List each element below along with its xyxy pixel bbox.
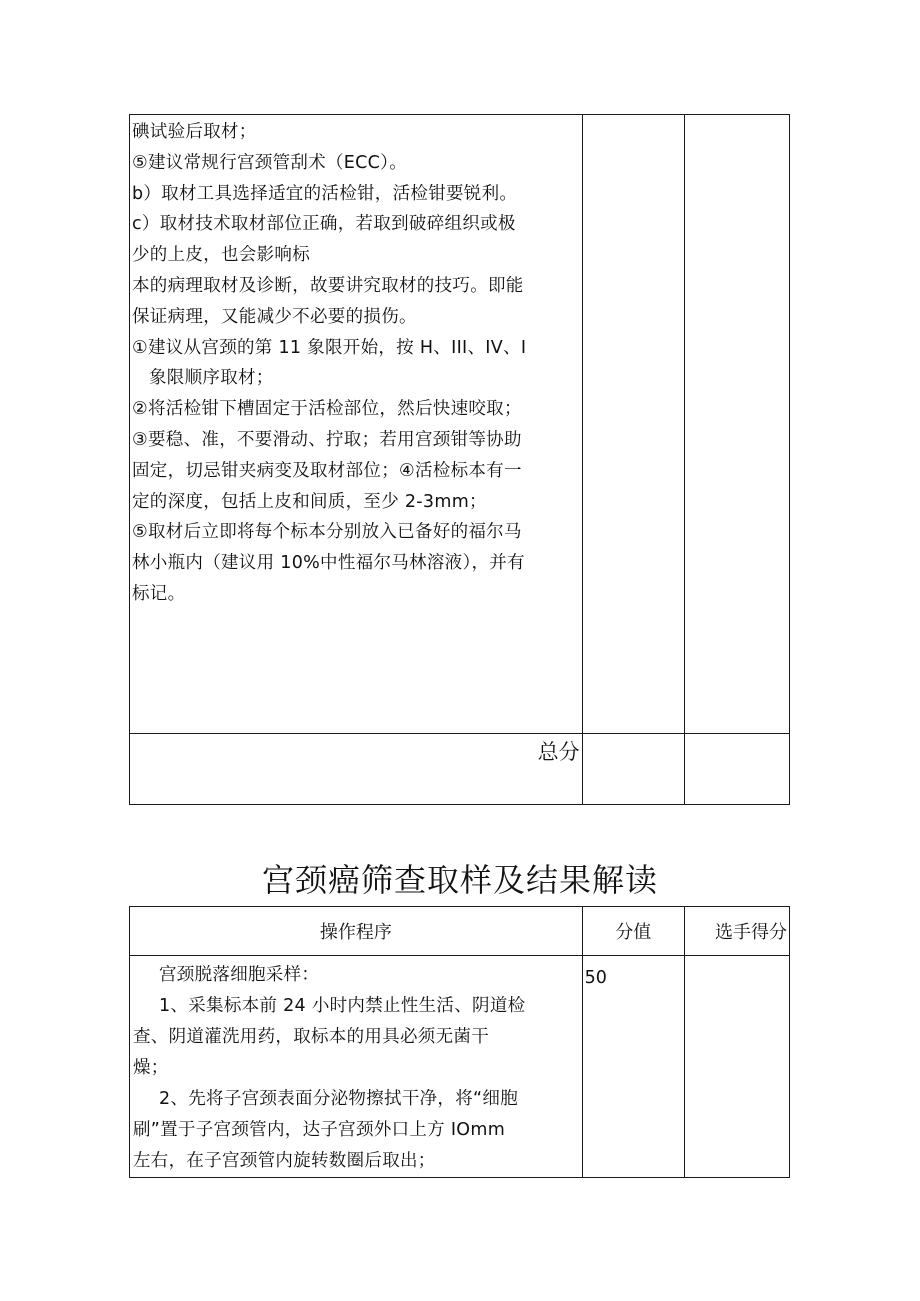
header-row [130,907,790,956]
text-line: 本的病理取材及诊断，故要讲究取材的技巧。即能 [132,275,524,296]
contestant-score-cell [684,956,789,1178]
text-line: 宫颈脱落细胞采样： [159,965,320,985]
text-line: 碘试验后取材； [132,122,257,142]
table-row [130,115,790,734]
score-value: 50 [584,968,607,988]
text-line: 燥； [133,1058,169,1078]
document-title: 宫颈癌筛查取样及结果解读 [261,861,658,899]
text-line: c）取材技术取材部位正确，若取到破碎组织或极 [132,214,516,235]
text-line: ⑤取材后立即将每个标本分别放入已备好的福尔马 [132,522,522,543]
text-line: 2、先将子宫颈表面分泌物擦拭干净，将“细胞 [159,1089,518,1109]
text-line: ⑤建议常规行宫颈管刮术（ECC）。 [132,152,408,173]
table-row [130,956,790,1178]
score-value-cell [582,956,684,1178]
text-line: b）取材工具选择适宜的活检钳，活检钳要锐利。 [132,183,518,204]
text-line: 少的上皮，也会影响标 [132,245,310,266]
text-line: ①建议从宫颈的第 11 象限开始，按 H、III、IV、I [132,337,527,358]
text-line: 标记。 [132,583,186,604]
contestant-score-cell [684,115,789,734]
total-score-cell [582,734,684,805]
scoring-table [129,906,790,1178]
scoring-table-continued [129,114,790,805]
text-line: 象限顺序取材； [149,368,274,389]
text-line: 林小瓶内（建议用 10%中性福尔马林溶液），并有 [132,553,525,574]
procedure-text [130,115,582,610]
text-line: 左右，在子宫颈管内旋转数圈后取出； [133,1151,436,1171]
score-value-cell [582,115,684,734]
text-line: 固定，切忌钳夹病变及取材部位；④活检标本有一 [132,460,522,481]
text-line: 刷”置于子宫颈管内，达子宫颈外口上方 IOmm [133,1120,506,1140]
total-label: 总分 [537,740,580,764]
procedure-cell [130,956,583,1178]
total-row [130,734,790,805]
procedure-cell [130,115,583,734]
text-line: 定的深度，包括上皮和间质，至少 2-3mm； [132,491,487,512]
total-contestant-cell [684,734,789,805]
text-line: 查、阴道灌洗用药，取标本的用具必须无菌干 [133,1027,489,1047]
header-contestant-score: 选手得分 [684,907,789,956]
header-score: 分值 [582,907,684,956]
procedure-text [130,956,582,1177]
text-line: ②将活检钳下槽固定于活检部位，然后快速咬取； [132,399,522,420]
text-line: 1、采集标本前 24 小时内禁止性生活、阴道检 [159,996,526,1016]
total-label-cell [130,734,583,805]
header-procedure: 操作程序 [130,907,583,956]
text-line: ③要稳、准，不要滑动、拧取；若用宫颈钳等协助 [132,429,522,450]
text-line: 保证病理，又能减少不必要的损伤。 [132,306,417,327]
